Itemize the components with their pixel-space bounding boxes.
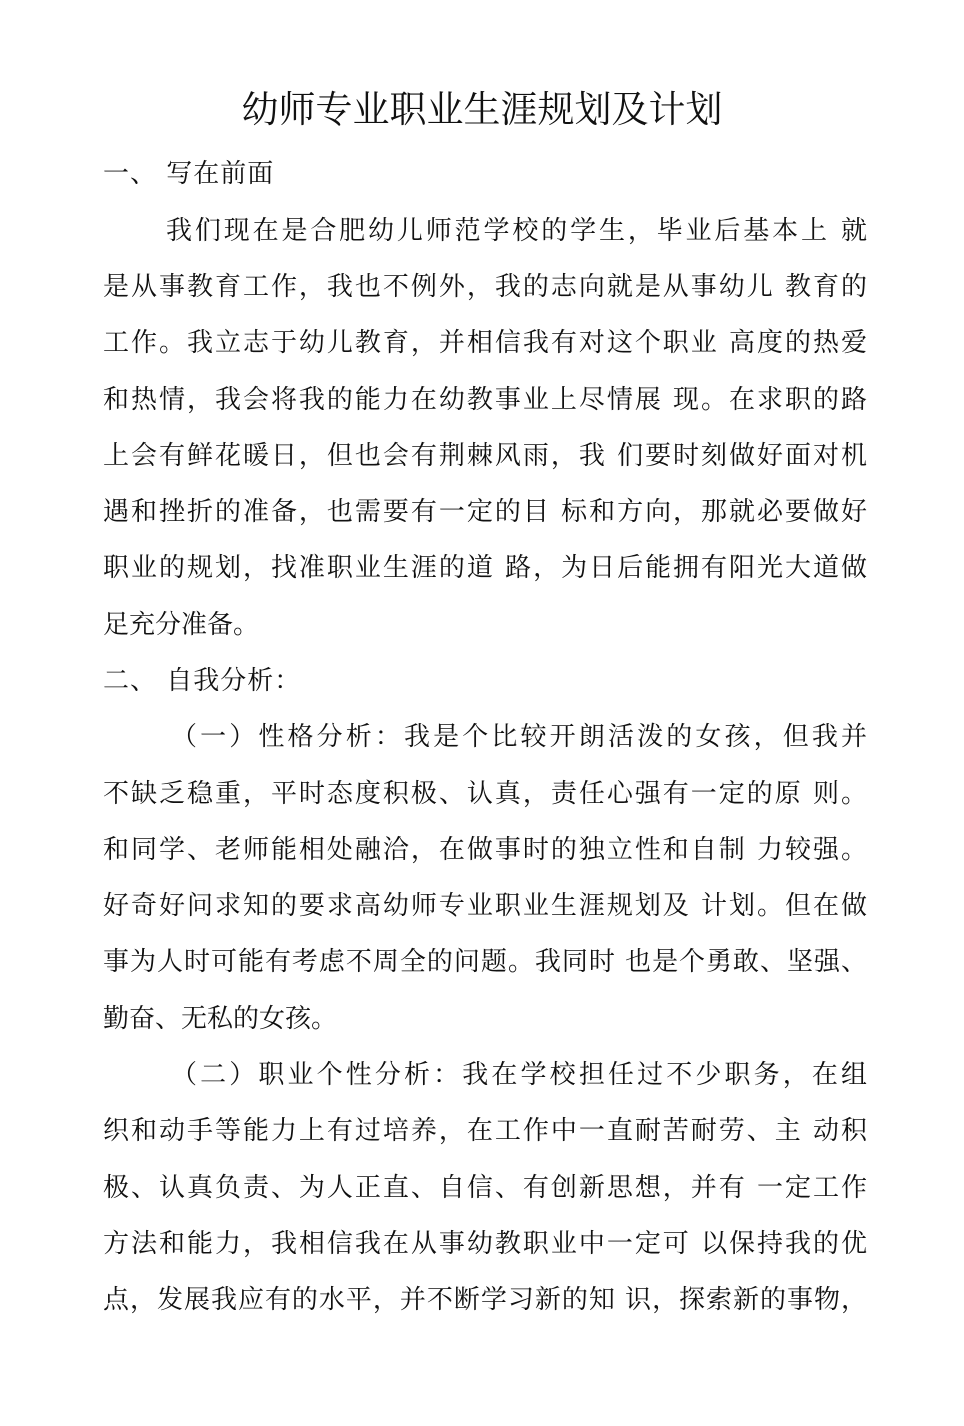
paragraph-line: 工作。我立志于幼儿教育，并相信我有对这个职业 高度的热爱 [103,328,867,358]
paragraph-line: 和热情，我会将我的能力在幼教事业上尽情展 现。在求职的路 [103,385,867,415]
paragraph-line: 极、认真负责、为人正直、自信、有创新思想，并有 一定工作 [103,1173,867,1203]
paragraph-line: 方法和能力，我相信我在从事幼教职业中一定可 以保持我的优 [103,1229,867,1259]
paragraph-line: （二）职业个性分析：我在学校担任过不少职务，在组 [171,1060,867,1090]
paragraph-line: 织和动手等能力上有过培养，在工作中一直耐苦耐劳、主 动积 [103,1116,867,1146]
paragraph-line: 足充分准备。 [103,610,260,640]
paragraph-line: 事为人时可能有考虑不周全的问题。我同时 也是个勇敢、坚强、 [103,947,867,977]
paragraph-line: 职业的规划，找准职业生涯的道 路，为日后能拥有阳光大道做 [103,553,867,583]
paragraph-line: 点，发展我应有的水平，并不断学习新的知 识，探索新的事物， [103,1285,867,1315]
section-heading-self-analysis: 二、 自我分析： [103,666,302,696]
paragraph-line: （一）性格分析：我是个比较开朗活泼的女孩，但我并 [171,722,867,752]
paragraph-line: 我们现在是合肥幼儿师范学校的学生，毕业后基本上 就 [166,216,867,246]
paragraph-line: 上会有鲜花暖日，但也会有荆棘风雨，我 们要时刻做好面对机 [103,441,867,471]
paragraph-line: 是从事教育工作，我也不例外，我的志向就是从事幼儿 教育的 [103,272,867,302]
paragraph-line: 和同学、老师能相处融洽，在做事时的独立性和自制 力较强。 [103,835,867,865]
paragraph-line: 勤奋、无私的女孩。 [103,1004,338,1034]
paragraph-line: 不缺乏稳重，平时态度积极、认真，责任心强有一定的原 则。 [103,779,867,809]
paragraph-line: 好奇好问求知的要求高幼师专业职业生涯规划及 计划。但在做 [103,891,867,921]
paragraph-line: 遇和挫折的准备，也需要有一定的目 标和方向，那就必要做好 [103,497,867,527]
document-title: 幼师专业职业生涯规划及计划 [241,88,723,131]
section-heading-intro: 一、 写在前面 [103,159,275,189]
